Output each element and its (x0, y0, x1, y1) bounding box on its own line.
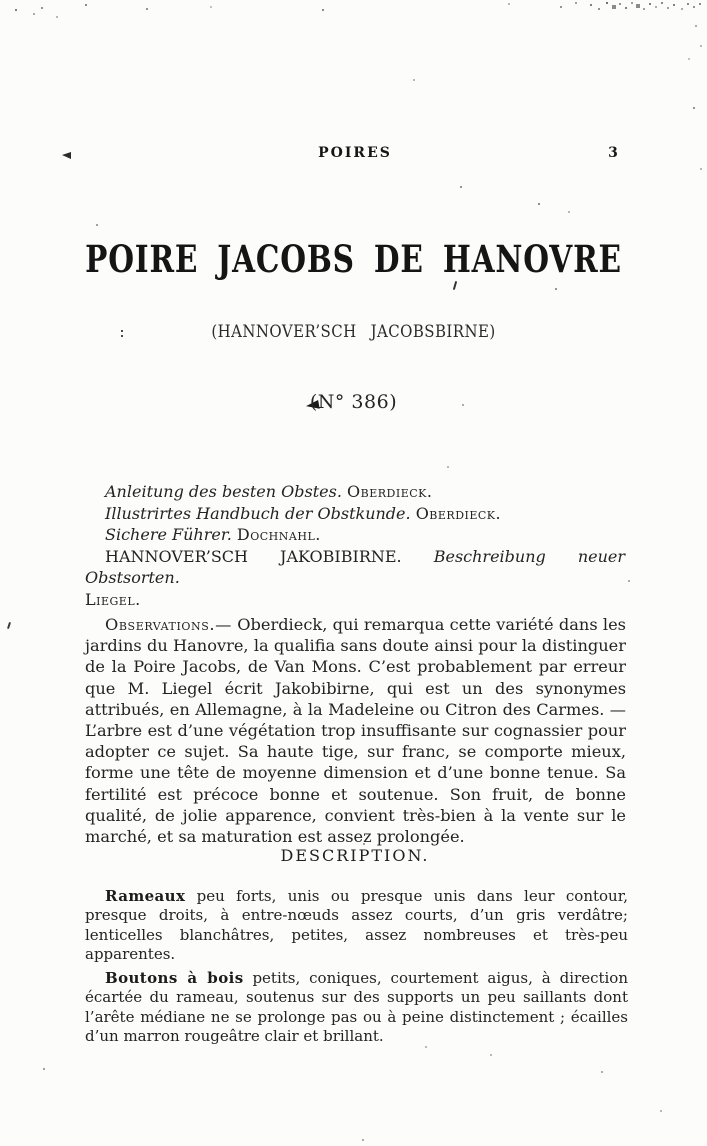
bibliography-author: Liegel. (85, 589, 141, 609)
bibliography-title: Anleitung des besten Obstes. (105, 482, 342, 501)
synonym-subtitle: (HANNOVER’SCH JACOBSBIRNE) (211, 322, 496, 342)
bibliography-entry-continuation (85, 589, 625, 611)
description-section (85, 887, 628, 1046)
bibliography-list (85, 481, 625, 610)
page-title: POIRE JACOBS DE HANOVRE (85, 237, 622, 281)
description-paragraph-boutons (85, 969, 628, 1046)
description-heading: DESCRIPTION. (280, 846, 430, 865)
scan-dust-specks (0, 0, 2, 2)
bibliography-author: Oberdieck. (347, 482, 433, 501)
description-paragraph-rameaux (85, 887, 628, 964)
bibliography-entry (85, 546, 625, 589)
paragraph-text: peu forts, unis ou presque unis dans leur contour, presque droits, à entre-nœuds assez courts, d’un gris verdâtre; lenticelles blanchâtres, petites, assez nombreuses et très-peu apparentes. (85, 887, 628, 963)
paragraph-text: petits, coniques, courtement aigus, à direction écartée du rameau, soutenus sur des supports un peu saillants dont l’arête médiane ne se prolonge pas ou à peine distinctement ; écailles d’un marron rougeâtre clair et brillant. (85, 969, 628, 1046)
observations-lead: Observations.— (105, 615, 232, 634)
bibliography-title: Illustrirtes Handbuch der Obstkunde. (105, 503, 411, 523)
bibliography-entry (85, 503, 625, 525)
paragraph-lead: Boutons à bois (105, 969, 244, 988)
bibliography-entry (85, 524, 625, 546)
ink-mark-left-margin (62, 152, 71, 159)
bibliography-synonym: HANNOVER’SCH JAKOBIBIRNE. (105, 546, 402, 566)
observations-text: Oberdieck, qui remarqua cette variété dans les jardins du Hanovre, la qualifia sans doute ainsi pour la distinguer de la Poire Jacobs, de Van Mons. C’est probablement par erreur que M. Liegel écrit Jakobibirne, qui est un des synonymes attribués, en Allemagne, à la Madeleine ou Citron des Carmes. — L’arbre est d’une végétation trop insuffisante sur cognassier pour adopter ce sujet. Sa haute tige, sur franc, se comporte mieux, forme une tête de moyenne dimension et d’une bonne tenue. Sa fertilité est précoce bonne et soutenue. Son fruit, de bonne qualité, de jolie apparence, convient très-bien à la vente sur le marché, et sa maturation est assez prolongée. (85, 615, 626, 847)
bibliography-author: Dochnahl. (236, 525, 321, 544)
variety-number: (N° 386) (309, 391, 398, 413)
bibliography-author: Oberdieck. (415, 503, 502, 523)
bibliography-title: Beschreibung neuer Obstsorten. (85, 546, 626, 587)
bibliography-entry (85, 481, 625, 503)
ink-mark-observations-left (7, 622, 11, 629)
bibliography-title: Sichere Führer. (105, 525, 232, 544)
page-number: 3 (608, 145, 618, 161)
paragraph-lead: Rameaux (105, 887, 186, 905)
observations-paragraph (85, 614, 626, 847)
running-head: POIRES (318, 145, 392, 161)
ink-mark-below-title (453, 281, 457, 290)
